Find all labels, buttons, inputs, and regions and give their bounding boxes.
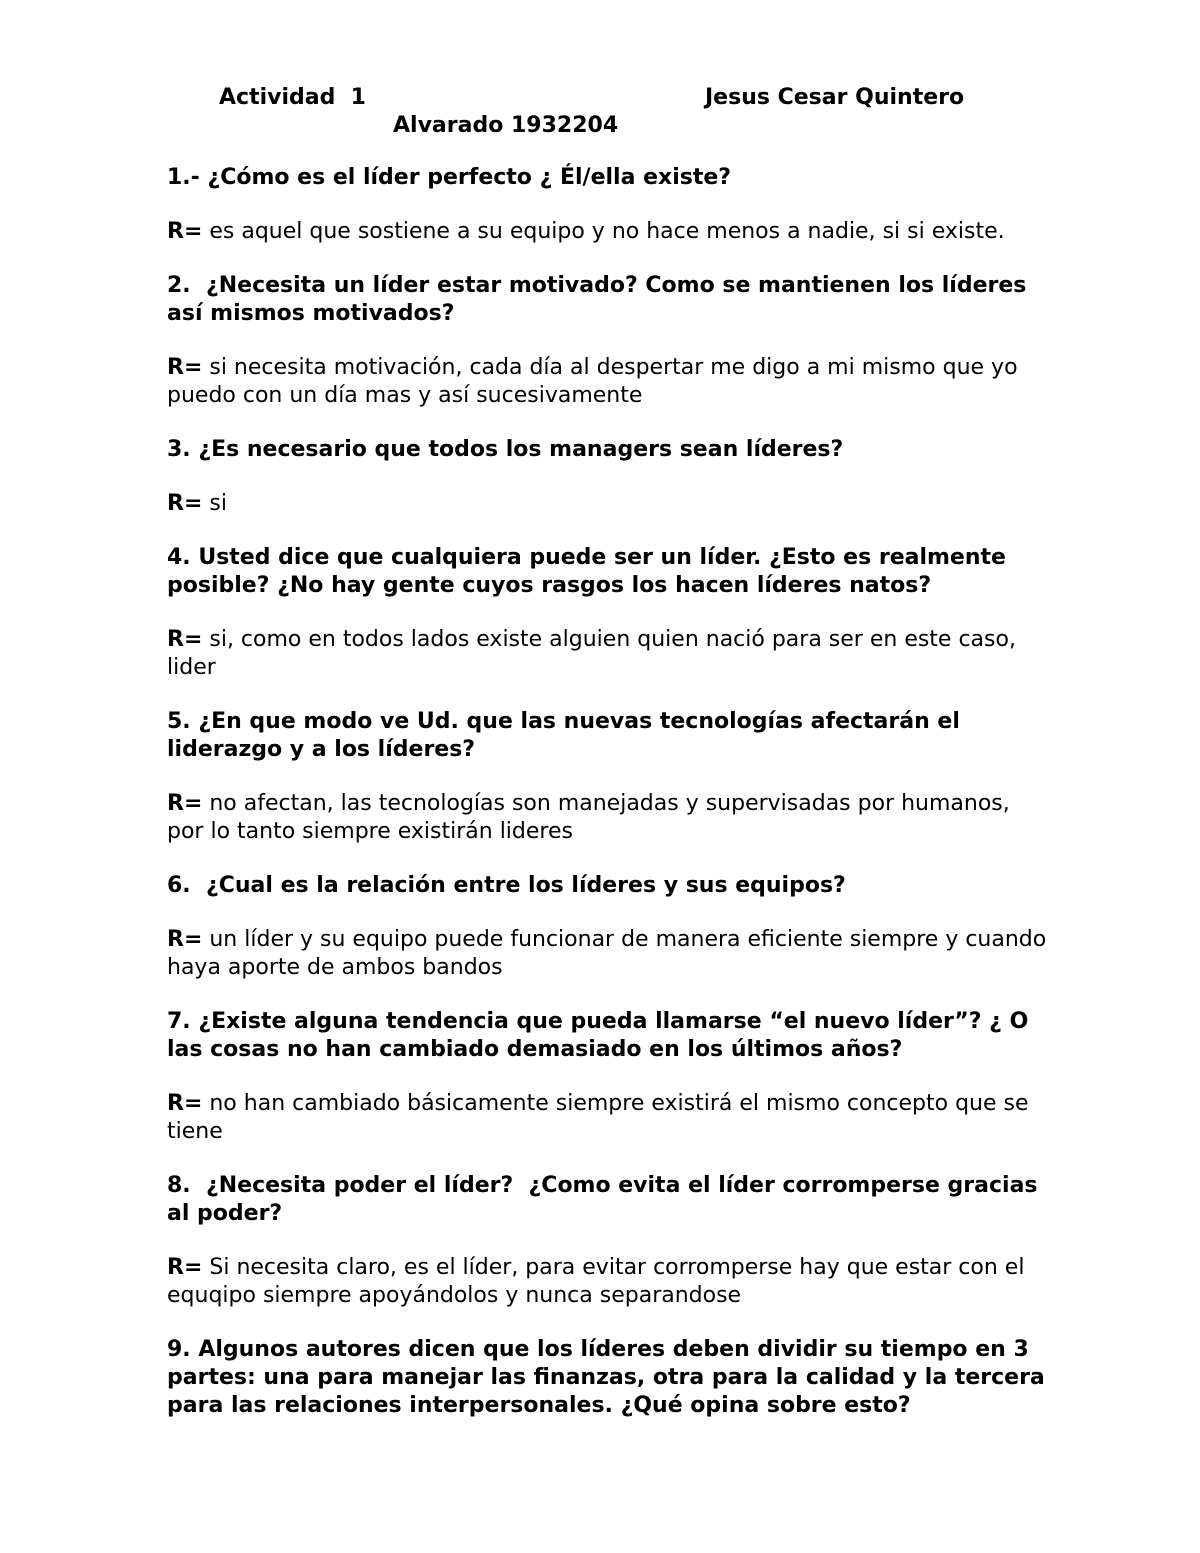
answer-3 xyxy=(167,490,1047,518)
answer-prefix: R= xyxy=(167,627,203,652)
answer-text: no han cambiado básicamente siempre existirá el mismo concepto que se tiene xyxy=(167,1091,1029,1144)
answer-text: no afectan, las tecnologías son manejadas y supervisadas por humanos, por lo tanto siempre existirán lideres xyxy=(167,791,1010,844)
answer-text: es aquel que sostiene a su equipo y no hace menos a nadie, si si existe. xyxy=(202,219,1005,244)
answer-prefix: R= xyxy=(167,491,203,516)
answer-text: si, como en todos lados existe alguien quien nació para ser en este caso, lider xyxy=(167,627,1016,680)
question-3: 3. ¿Es necesario que todos los managers sean líderes? xyxy=(167,437,844,462)
question-6: 6. ¿Cual es la relación entre los líderes y sus equipos? xyxy=(167,873,846,898)
answer-prefix: R= xyxy=(167,219,203,244)
qa-list xyxy=(167,164,1053,1446)
answer-text: si necesita motivación, cada día al despertar me digo a mi mismo que yo puedo con un día mas y así sucesivamente xyxy=(167,355,1018,408)
answer-text: un líder y su equipo puede funcionar de manera eficiente siempre y cuando haya aporte de ambos bandos xyxy=(167,927,1047,980)
answer-prefix: R= xyxy=(167,927,203,952)
answer-4 xyxy=(167,626,1047,682)
question-5: 5. ¿En que modo ve Ud. que las nuevas tecnologías afectarán el liderazgo y a los líderes? xyxy=(167,709,968,762)
question-8: 8. ¿Necesita poder el líder? ¿Como evita el líder corromperse gracias al poder? xyxy=(167,1173,1046,1226)
answer-8 xyxy=(167,1254,1047,1310)
answer-prefix: R= xyxy=(167,791,203,816)
answer-1 xyxy=(167,218,1047,246)
question-2: 2. ¿Necesita un líder estar motivado? Como se mantienen los líderes así mismos motivados? xyxy=(167,273,1035,326)
question-9: 9. Algunos autores dicen que los líderes deben dividir su tiempo en 3 partes: una para manejar las finanzas, otra para la calidad y la tercera para las relaciones interpersonales. ¿Qué opina sobre esto? xyxy=(167,1337,1053,1418)
answer-6 xyxy=(167,926,1047,982)
answer-7 xyxy=(167,1090,1047,1146)
question-1: 1.- ¿Cómo es el líder perfecto ¿ Él/ella existe? xyxy=(167,165,732,190)
answer-5 xyxy=(167,790,1047,846)
activity-title: Actividad 1 xyxy=(219,85,366,110)
answer-text: Si necesita claro, es el líder, para evitar corromperse hay que estar con el equqipo siempre apoyándolos y nunca separandose xyxy=(167,1255,1025,1308)
document-header xyxy=(0,80,1200,140)
answer-2 xyxy=(167,354,1047,410)
author-name-line-2: Alvarado 1932204 xyxy=(393,113,619,138)
question-4: 4. Usted dice que cualquiera puede ser un líder. ¿Esto es realmente posible? ¿No hay gente cuyos rasgos los hacen líderes natos? xyxy=(167,545,1014,598)
question-7: 7. ¿Existe alguna tendencia que pueda llamarse “el nuevo líder”? ¿ O las cosas no han cambiado demasiado en los últimos años? xyxy=(167,1009,1036,1062)
author-name-line-1: Jesus Cesar Quintero xyxy=(705,85,965,110)
answer-text: si xyxy=(202,491,227,516)
answer-prefix: R= xyxy=(167,355,203,380)
answer-prefix: R= xyxy=(167,1255,203,1280)
answer-prefix: R= xyxy=(167,1091,203,1116)
